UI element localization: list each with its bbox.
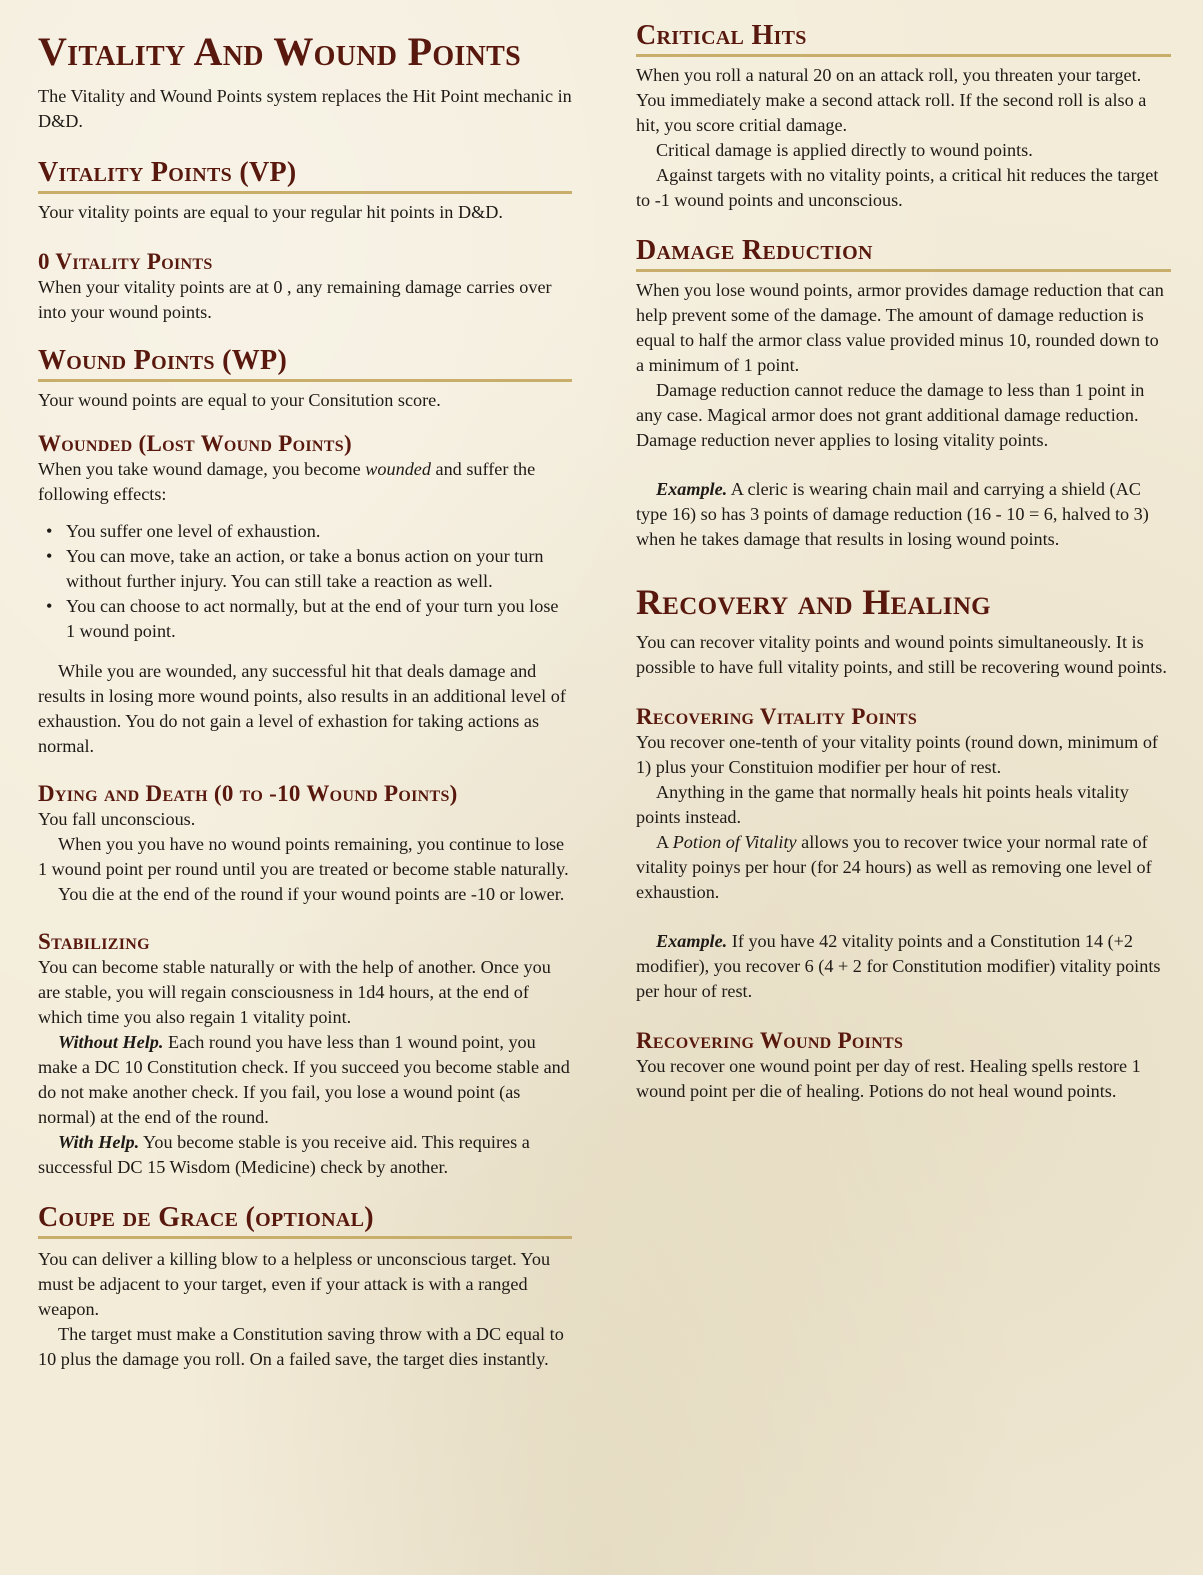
potion-text-after: allows you to recover twice your normal rate of vitality poinys per hour (for 24 hours) as well as removing one level of exhaustion. — [636, 832, 1152, 902]
vitality-paragraph: Your vitality points are equal to your regular hit points in D&D. — [38, 202, 503, 222]
recovery-paragraph: You can recover vitality points and wound points simultaneously. It is possible to have full vitality points, and still be recovering wound points. — [636, 632, 1167, 677]
with-help-label: With Help. — [58, 1132, 140, 1152]
reduction-paragraph-2: Damage reduction cannot reduce the damage to less than 1 point in any case. Magical armor does not grant additional damage reduction. Damage reduction never applies to losing vitality points. — [636, 380, 1145, 450]
critical-paragraph-3: Against targets with no vitality points, a critical hit reduces the target to -1 wound points and unconscious. — [636, 165, 1159, 210]
recover-vitality-paragraph-2: Anything in the game that normally heals hit points heals vitality points instead. — [636, 782, 1129, 827]
list-item: • You can choose to act normally, but at the end of your turn you lose 1 wound point. — [66, 594, 572, 644]
recover-vitality-example-label: Example. — [656, 931, 728, 951]
reduction-paragraph-1: When you lose wound points, armor provides damage reduction that can help prevent some of the damage. The amount of damage reduction is equal to half the armor class value provided minus 10, rounded down to a minimum of 1 point. — [636, 280, 1164, 375]
dying-paragraph-3: You die at the end of the round if your wound points are -10 or lower. — [58, 884, 565, 904]
stabilizing-paragraph-1: You can become stable naturally or with the help of another. Once you are stable, you will regain consciousness in 1d4 hours, at the end of which time you also regain 1 vitality point. — [38, 957, 551, 1027]
list-item: • You can move, take an action, or take a bonus action on your turn without further injury. You can still take a reaction as well. — [66, 544, 572, 594]
wounded-text-before: When you take wound damage, you become — [38, 459, 366, 479]
intro-paragraph: The Vitality and Wound Points system replaces the Hit Point mechanic in D&D. — [38, 86, 572, 131]
coupe-paragraph-2: The target must make a Constitution saving throw with a DC equal to 10 plus the damage you roll. On a failed save, the target dies instantly. — [38, 1324, 564, 1369]
critical-heading: Critical Hits — [636, 20, 1171, 57]
coupe-paragraph-1: You can deliver a killing blow to a helpless or unconscious target. You must be adjacent to your target, even if your attack is with a ranged weapon. — [38, 1249, 551, 1319]
with-help-text: You become stable is you receive aid. This requires a successful DC 15 Wisdom (Medicine) check by another. — [38, 1132, 530, 1177]
wounded-text-after: and suffer the following effects: — [38, 459, 536, 504]
without-help-label: Without Help. — [58, 1032, 164, 1052]
dying-heading: Dying and Death (0 to -10 Wound Points) — [38, 781, 458, 806]
wounded-followup-paragraph: While you are wounded, any successful hit that deals damage and results in losing more wound points, also results in an additional level of exhaustion. You do not gain a level of exhastion for taking actions as normal. — [38, 661, 566, 756]
reduction-heading: Damage Reduction — [636, 235, 1171, 272]
wounded-paragraph — [38, 457, 572, 507]
right-column — [636, 0, 1171, 1104]
coupe-heading: Coupe de Grace (optional) — [38, 1202, 572, 1239]
zero-vitality-paragraph: When your vitality points are at 0 , any remaining damage carries over into your wound points. — [38, 277, 552, 322]
recover-wound-heading: Recovering Wound Points — [636, 1028, 904, 1053]
critical-paragraph-2: Critical damage is applied directly to wound points. — [656, 140, 1033, 160]
without-help-text: Each round you have less than 1 wound point, you make a DC 10 Constitution check. If you succeed you become stable and do not make another check. If you fail, you lose a wound point (as normal) at the end of the round. — [38, 1032, 570, 1127]
wound-heading: Wound Points (WP) — [38, 345, 572, 382]
list-item: • You suffer one level of exhaustion. — [66, 519, 572, 544]
recover-vitality-paragraph-1: You recover one-tenth of your vitality points (round down, minimum of 1) plus your Constituion modifier per hour of rest. — [636, 732, 1158, 777]
stabilizing-heading: Stabilizing — [38, 929, 150, 954]
vitality-heading: Vitality Points (VP) — [38, 157, 572, 194]
zero-vitality-heading: 0 Vitality Points — [38, 249, 213, 274]
critical-paragraph-1: When you roll a natural 20 on an attack roll, you threaten your target. You immediately make a second attack roll. If the second roll is also a hit, you score critial damage. — [636, 65, 1147, 135]
page-title: Vitality And Wound Points — [38, 29, 521, 74]
recovery-heading: Recovery and Healing — [636, 582, 991, 622]
wounded-heading: Wounded (Lost Wound Points) — [38, 431, 352, 456]
recover-vitality-heading: Recovering Vitality Points — [636, 704, 918, 729]
potion-name: Potion of Vitality — [672, 832, 797, 852]
potion-text-before: A — [656, 832, 673, 852]
dying-paragraph-1: You fall unconscious. — [38, 809, 196, 829]
dying-paragraph-2: When you you have no wound points remaining, you continue to lose 1 wound point per round until you are treated or become stable naturally. — [38, 834, 569, 879]
left-column — [38, 0, 572, 1372]
wound-paragraph: Your wound points are equal to your Consitution score. — [38, 390, 441, 410]
stabilizing-with-help — [38, 1130, 572, 1180]
stabilizing-without-help — [38, 1030, 572, 1130]
reduction-example-label: Example. — [656, 479, 728, 499]
recover-vitality-paragraph-3 — [636, 830, 1171, 905]
recover-wound-paragraph: You recover one wound point per day of rest. Healing spells restore 1 wound point per die of healing. Potions do not heal wound points. — [636, 1056, 1141, 1101]
recover-vitality-example-text: If you have 42 vitality points and a Constitution 14 (+2 modifier), you recover 6 (4 + 2 for Constitution modifier) vitality points per hour of rest. — [636, 931, 1161, 1001]
wounded-effects-list — [38, 519, 572, 644]
reduction-example-text: A cleric is wearing chain mail and carrying a shield (AC type 16) so has 3 points of damage reduction (16 - 10 = 6, halved to 3) when he takes damage that results in losing wound points. — [636, 479, 1149, 549]
recover-vitality-example — [636, 929, 1171, 1004]
reduction-example — [636, 477, 1171, 552]
wounded-em: wounded — [365, 459, 431, 479]
